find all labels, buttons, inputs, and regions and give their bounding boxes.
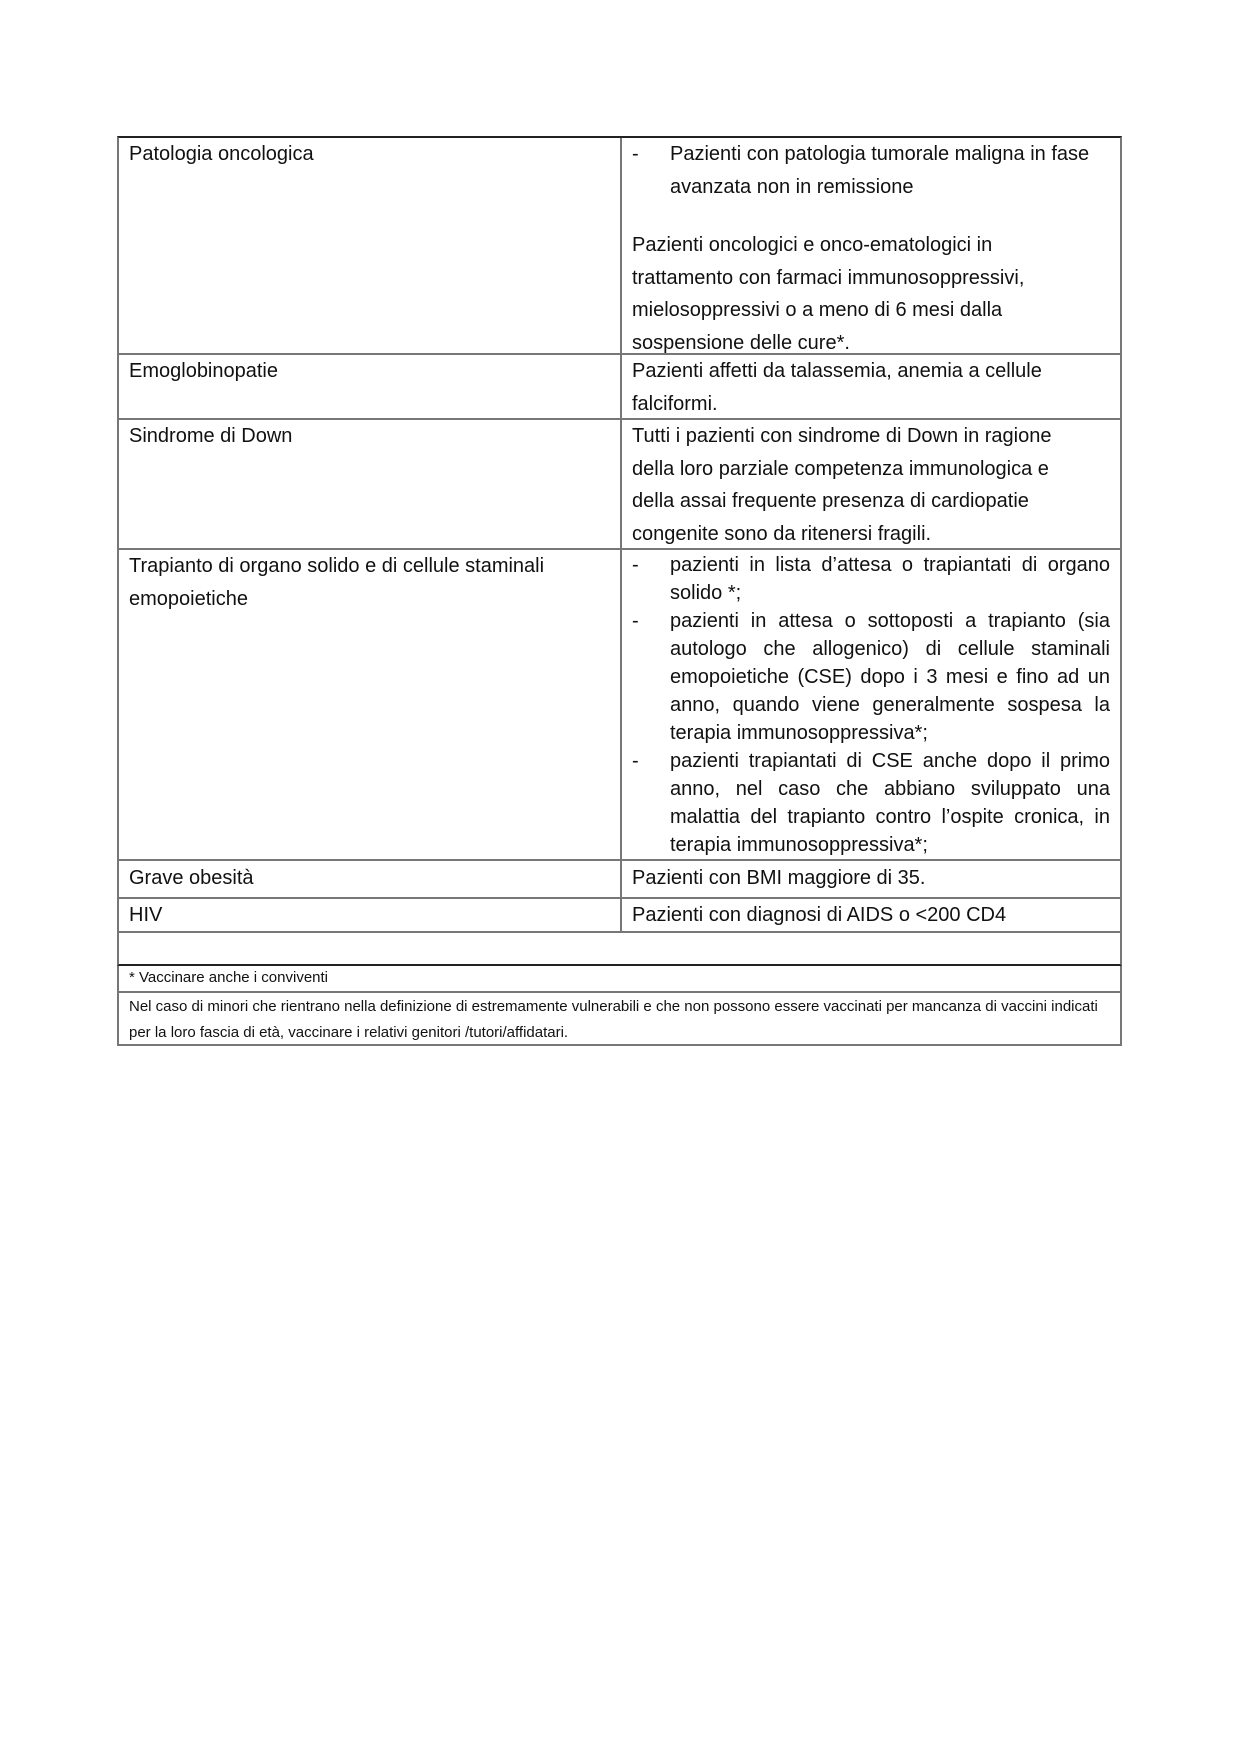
table-row bbox=[117, 899, 1122, 933]
footnote-minors: Nel caso di minori che rientrano nella definizione di estremamente vulnerabili e che non possono essere vaccinati per mancanza di vaccini indicati per la loro fascia di età, vaccinare i relativi genitori /tutori/affidatari. bbox=[129, 998, 1098, 1041]
table-row bbox=[117, 420, 1122, 550]
empty-row bbox=[117, 933, 1122, 966]
description-cell: Pazienti con diagnosi di AIDS o <200 CD4 bbox=[632, 904, 1007, 926]
vulnerability-table bbox=[117, 136, 1122, 1046]
condition-cell: Grave obesità bbox=[119, 861, 622, 897]
bullet-item bbox=[632, 138, 1110, 203]
condition-cell: Emoglobinopatie bbox=[119, 355, 622, 418]
condition-cell: Sindrome di Down bbox=[119, 420, 622, 548]
bullet-item bbox=[632, 551, 1110, 607]
footnote-row bbox=[117, 966, 1122, 993]
condition-cell: Patologia oncologica bbox=[119, 138, 622, 353]
bullet-text: pazienti in lista d’attesa o trapiantati di organo solido *; bbox=[670, 554, 1110, 604]
description-cell: Tutti i pazienti con sindrome di Down in ragione della loro parziale competenza immunologica e della assai frequente presenza di cardiopatie congenite sono da ritenersi fragili. bbox=[632, 425, 1052, 545]
bullet-text: Pazienti con patologia tumorale maligna in fase avanzata non in remissione bbox=[670, 143, 1090, 198]
footnote-row bbox=[117, 993, 1122, 1046]
table-row bbox=[117, 136, 1122, 355]
empty-cell bbox=[119, 933, 1120, 964]
bullet-text: pazienti in attesa o sottoposti a trapianto (sia autologo che allogenico) di cellule staminali emopoietiche (CSE) dopo i 3 mesi e fino ad un anno, quando viene generalmente sospesa la terapia immunosoppressiva*; bbox=[670, 610, 1110, 744]
description-cell: Pazienti con BMI maggiore di 35. bbox=[632, 867, 926, 889]
table-row bbox=[117, 861, 1122, 899]
bullet-marker: - bbox=[632, 750, 639, 772]
bullet-item bbox=[632, 747, 1110, 859]
description-paragraph: Pazienti oncologici e onco-ematologici in trattamento con farmaci immunosoppressivi, mielosoppressivi o a meno di 6 mesi dalla sospensione delle cure*. bbox=[632, 234, 1025, 354]
bullet-item bbox=[632, 607, 1110, 747]
table-row bbox=[117, 550, 1122, 861]
table-row bbox=[117, 355, 1122, 420]
bullet-marker: - bbox=[632, 143, 639, 165]
bullet-text: pazienti trapiantati di CSE anche dopo il primo anno, nel caso che abbiano sviluppato una malattia del trapianto contro l’ospite cronica, in terapia immunosoppressiva*; bbox=[670, 750, 1110, 856]
description-cell bbox=[622, 550, 1120, 859]
condition-cell: HIV bbox=[119, 899, 622, 931]
bullet-marker: - bbox=[632, 610, 639, 632]
footnote-cohabitants: * Vaccinare anche i conviventi bbox=[129, 969, 328, 986]
description-cell bbox=[622, 138, 1120, 353]
spacer bbox=[632, 203, 1110, 229]
description-cell: Pazienti affetti da talassemia, anemia a cellule falciformi. bbox=[632, 360, 1042, 415]
condition-cell: Trapianto di organo solido e di cellule staminali emopoietiche bbox=[119, 550, 622, 859]
bullet-marker: - bbox=[632, 554, 639, 576]
